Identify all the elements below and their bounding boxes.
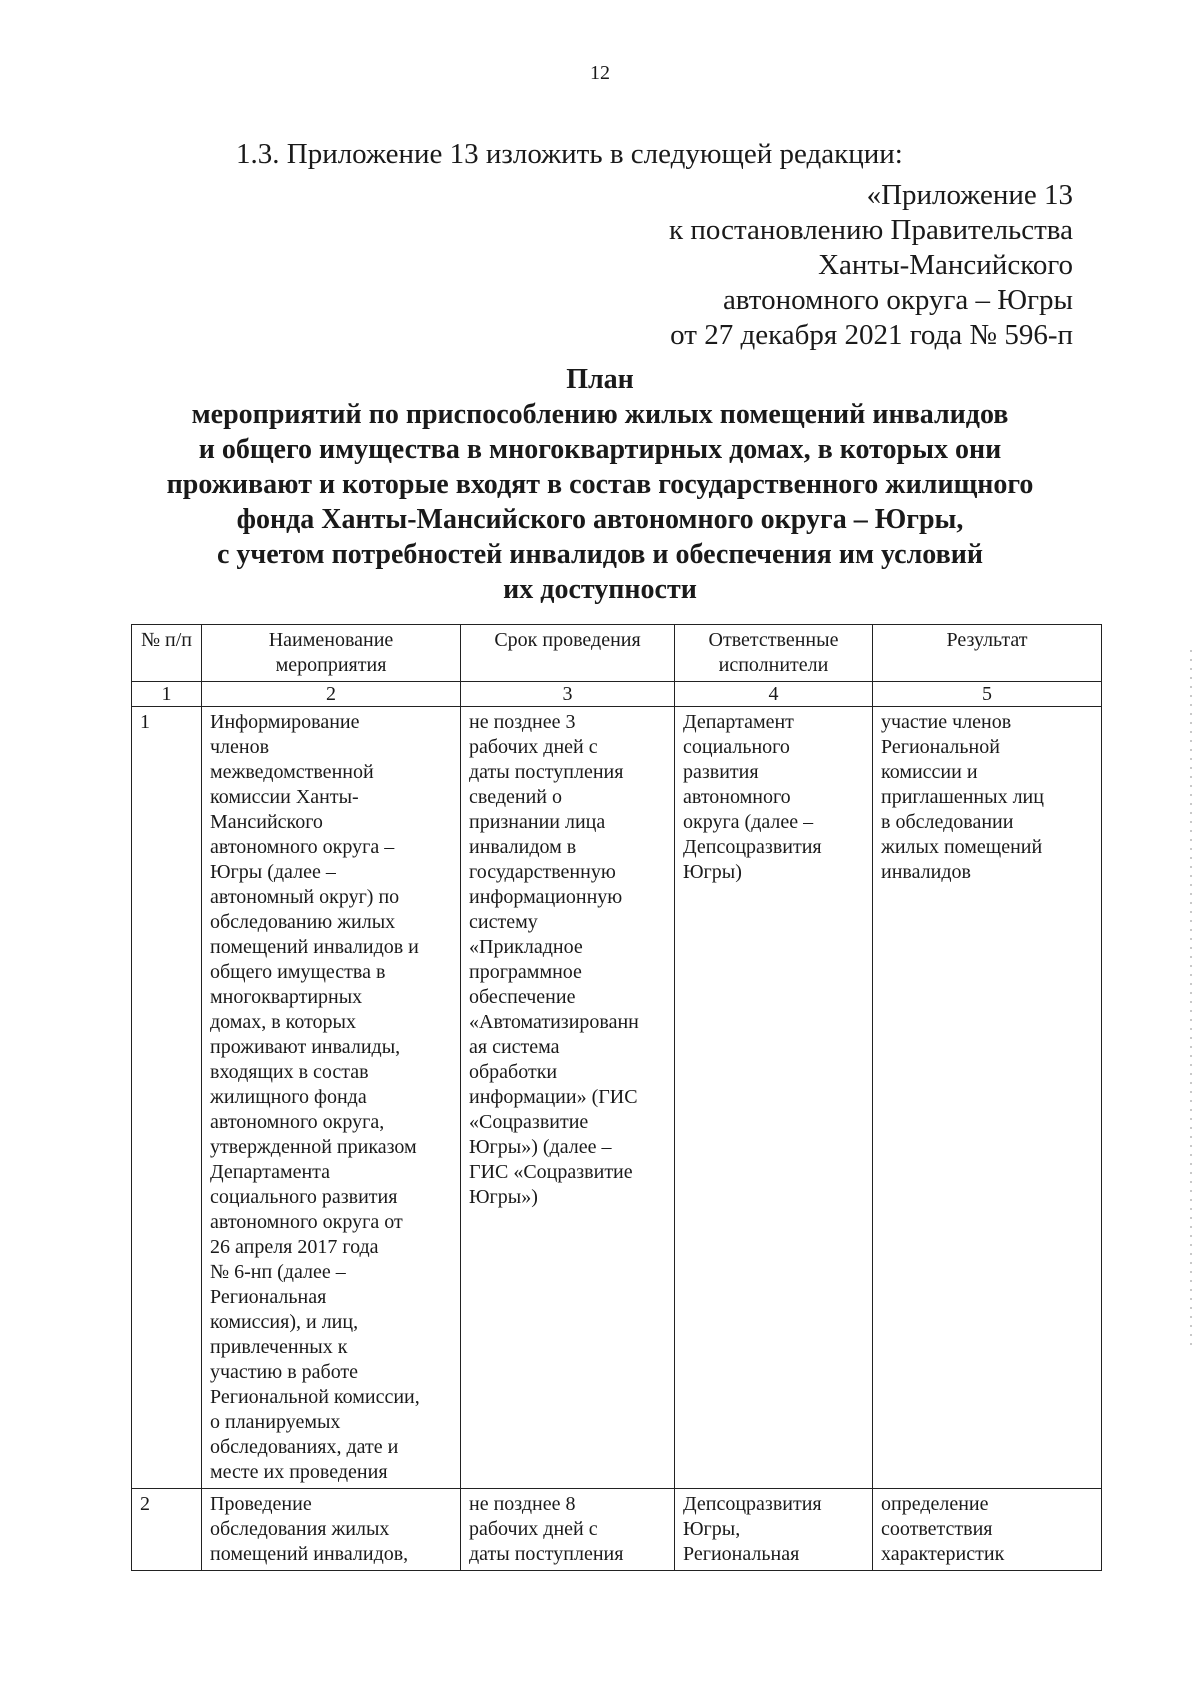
text-line: информации» (ГИС (469, 1086, 638, 1108)
cell-term (461, 707, 675, 1489)
cell-result (873, 707, 1102, 1489)
text-line: Югры, (683, 1518, 741, 1540)
text-line: рабочих дней с (469, 736, 598, 758)
column-number: 5 (873, 682, 1102, 707)
text-line: исполнители (718, 654, 829, 676)
cell-lines (881, 1492, 1093, 1567)
cell-lines (683, 628, 864, 678)
cell-lines (210, 710, 452, 1485)
text-line: обработки (469, 1061, 558, 1083)
text-line: автономного округа, (210, 1111, 385, 1133)
text-line: Югры) (683, 861, 742, 883)
header-name (202, 625, 461, 682)
row-number: 1 (132, 707, 202, 1489)
cell-term (461, 1489, 675, 1571)
text-line: систему (469, 911, 538, 933)
cell-lines (210, 1492, 452, 1567)
text-line: Ответственные (708, 629, 839, 651)
table-row (132, 1489, 1102, 1571)
text-line: признании лица (469, 811, 606, 833)
row-number: 2 (132, 1489, 202, 1571)
appendix-line: Ханты-Мансийского (818, 249, 1073, 281)
text-line: общего имущества в (210, 961, 386, 983)
header-index (132, 625, 202, 682)
text-line: многоквартирных (210, 986, 363, 1008)
text-line: проживают инвалиды, (210, 1036, 401, 1058)
header-responsible (675, 625, 873, 682)
cell-name (202, 707, 461, 1489)
text-line: членов (210, 736, 270, 758)
text-line: ГИС «Соцразвитие (469, 1161, 633, 1183)
text-line: программное (469, 961, 582, 983)
appendix-reference (669, 178, 1073, 353)
text-line: даты поступления (469, 761, 624, 783)
column-number: 1 (132, 682, 202, 707)
text-line: обследования жилых (210, 1518, 390, 1540)
appendix-line: к постановлению Правительства (669, 214, 1073, 246)
text-line: округа (далее – (683, 811, 814, 833)
text-line: характеристик (881, 1543, 1005, 1565)
text-line: Депсоцразвития (683, 836, 822, 858)
column-number: 3 (461, 682, 675, 707)
text-line: инвалидов (881, 861, 971, 883)
text-line: автономный округ) по (210, 886, 400, 908)
title-line: фонда Ханты-Мансийского автономного округа – Югры, (236, 504, 964, 535)
header-result (873, 625, 1102, 682)
text-line: не позднее 3 (469, 711, 576, 733)
text-line: информационную (469, 886, 623, 908)
text-line: инвалидом в (469, 836, 577, 858)
text-line: рабочих дней с (469, 1518, 598, 1540)
title-line: их доступности (503, 574, 697, 605)
text-line: соответствия (881, 1518, 993, 1540)
text-line: Региональной комиссии, (210, 1386, 420, 1408)
text-line: жилищного фонда (210, 1086, 367, 1108)
text-line: определение (881, 1493, 989, 1515)
text-line: участие членов (881, 711, 1012, 733)
text-line: Информирование (210, 711, 360, 733)
text-line: в обследовании (881, 811, 1014, 833)
text-line: социального развития (210, 1186, 398, 1208)
appendix-line: автономного округа – Югры (722, 284, 1073, 316)
text-line: входящих в состав (210, 1061, 369, 1083)
text-line: Департамент (683, 711, 794, 733)
text-line: не позднее 8 (469, 1493, 576, 1515)
cell-responsible (675, 707, 873, 1489)
intro-paragraph: 1.3. Приложение 13 изложить в следующей редакции: (236, 138, 903, 170)
title-line: мероприятий по приспособлению жилых помещений инвалидов (191, 399, 1009, 430)
text-line: автономного округа – (210, 836, 395, 858)
text-line: развития (683, 761, 759, 783)
appendix-line: от 27 декабря 2021 года № 596-п (670, 319, 1073, 351)
cell-lines (469, 710, 666, 1210)
text-line: Региональная (210, 1286, 327, 1308)
text-line: «Автоматизированн (469, 1011, 639, 1033)
text-line: сведений о (469, 786, 562, 808)
appendix-line: «Приложение 13 (866, 179, 1073, 211)
plan-title (0, 362, 1200, 607)
text-line: обследованию жилых (210, 911, 396, 933)
text-line: привлеченных к (210, 1336, 348, 1358)
text-line: № 6-нп (далее – (210, 1261, 346, 1283)
text-line: комиссии и (881, 761, 978, 783)
text-line: автономного (683, 786, 791, 808)
title-line: с учетом потребностей инвалидов и обеспечения им условий (217, 539, 983, 570)
title-line: План (566, 364, 634, 395)
cell-responsible (675, 1489, 873, 1571)
text-line: социального (683, 736, 790, 758)
text-line: № п/п (140, 629, 193, 651)
text-line: автономного округа от (210, 1211, 403, 1233)
text-line: «Прикладное (469, 936, 583, 958)
text-line: Югры (далее – (210, 861, 336, 883)
text-line: помещений инвалидов, (210, 1543, 409, 1565)
text-line: Югры») (469, 1186, 538, 1208)
page-number: 12 (590, 62, 610, 84)
text-line: Региональной (881, 736, 1000, 758)
text-line: межведомственной (210, 761, 374, 783)
text-line: Результат (946, 629, 1028, 651)
text-line: Региональная (683, 1543, 800, 1565)
text-line: Срок проведения (494, 629, 641, 651)
text-line: комиссия), и лиц, (210, 1311, 359, 1333)
title-line: и общего имущества в многоквартирных домах, в которых они (198, 434, 1002, 465)
text-line: месте их проведения (210, 1461, 388, 1483)
plan-table (131, 624, 1102, 1571)
cell-lines (469, 1492, 666, 1567)
text-line: Наименование (268, 629, 394, 651)
text-line: Проведение (210, 1493, 312, 1515)
text-line: Югры») (далее – (469, 1136, 612, 1158)
text-line: утвержденной приказом (210, 1136, 417, 1158)
cell-lines (469, 628, 666, 653)
header-term (461, 625, 675, 682)
cell-lines (881, 628, 1093, 653)
text-line: домах, в которых (210, 1011, 356, 1033)
cell-lines (683, 1492, 864, 1567)
cell-lines (683, 710, 864, 885)
text-line: Департамента (210, 1161, 331, 1183)
text-line: даты поступления (469, 1543, 624, 1565)
text-line: государственную (469, 861, 616, 883)
text-line: 26 апреля 2017 года (210, 1236, 379, 1258)
text-line: приглашенных лиц (881, 786, 1044, 808)
text-line: жилых помещений (881, 836, 1043, 858)
text-line: Депсоцразвития (683, 1493, 822, 1515)
text-line: «Соцразвитие (469, 1111, 589, 1133)
text-line: ая система (469, 1036, 560, 1058)
text-line: мероприятия (275, 654, 387, 676)
text-line: помещений инвалидов и (210, 936, 419, 958)
text-line: комиссии Ханты- (210, 786, 359, 808)
cell-lines (140, 628, 193, 653)
table-row (132, 707, 1102, 1489)
table-header-row (132, 625, 1102, 682)
scan-edge-mark (1190, 650, 1192, 1350)
cell-result (873, 1489, 1102, 1571)
text-line: участию в работе (210, 1361, 359, 1383)
column-number: 2 (202, 682, 461, 707)
title-line: проживают и которые входят в состав государственного жилищного (166, 469, 1034, 500)
column-number-row (132, 682, 1102, 707)
text-line: обеспечение (469, 986, 576, 1008)
cell-lines (881, 710, 1093, 885)
text-line: о планируемых (210, 1411, 341, 1433)
text-line: Мансийского (210, 811, 323, 833)
cell-lines (210, 628, 452, 678)
cell-name (202, 1489, 461, 1571)
text-line: обследованиях, дате и (210, 1436, 399, 1458)
column-number: 4 (675, 682, 873, 707)
